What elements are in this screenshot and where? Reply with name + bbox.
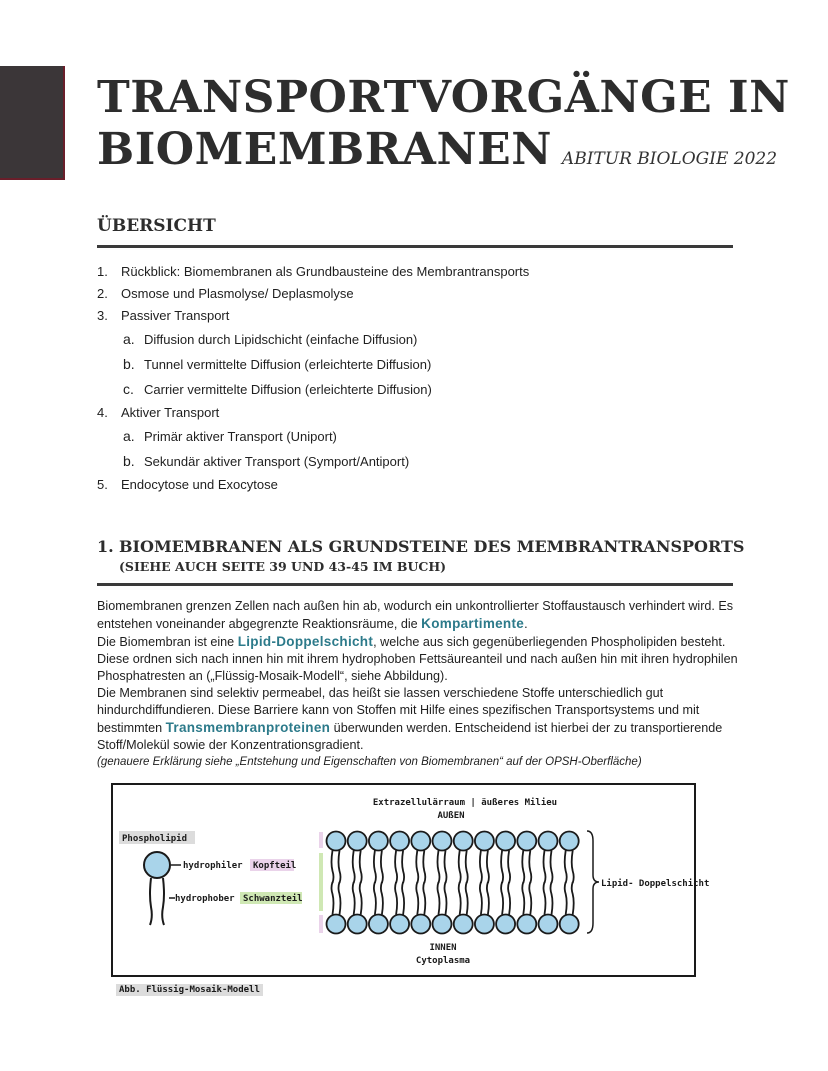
page-title-line-1: TRANSPORTVORGÄNGE IN	[97, 72, 790, 123]
tail-top	[487, 851, 489, 884]
bar-hydrophilic-top	[319, 832, 323, 848]
section-1-subheading: (SIEHE AUCH SEITE 39 UND 43-45 IM BUCH)	[119, 559, 447, 574]
overview-item	[97, 449, 733, 474]
section-1-body	[97, 598, 747, 771]
tail-bottom	[529, 882, 531, 915]
label-schwanzteil: Schwanzteil	[243, 894, 303, 904]
paragraph-1-text-a: Biomembranen grenzen Zellen nach außen hin ab, wodurch ein unkontrollierter Stoffaustausch verhindert wird. Es entstehen voneinander abgegrenzte Reaktionsräume, die	[97, 599, 734, 631]
label-cytoplasma: Cytoplasma	[415, 956, 471, 966]
tail-bottom	[416, 882, 418, 915]
tail-top	[395, 851, 397, 884]
figure-caption: Abb. Flüssig-Mosaik-Modell	[116, 984, 263, 996]
tail-bottom	[339, 882, 341, 915]
tail-top	[416, 851, 418, 884]
paragraph-note: (genauere Erklärung siehe „Entstehung und Eigenschaften von Biomembranen“ auf der OPSH-Oberfläche)	[97, 756, 642, 768]
overview-item-number: c.	[123, 381, 134, 397]
overview-item	[97, 261, 733, 283]
tail-bottom	[381, 882, 383, 915]
tail-bottom	[572, 882, 574, 915]
tail-top	[339, 851, 341, 884]
overview-item	[97, 424, 733, 449]
overview-item-text: Osmose und Plasmolyse/ Deplasmolyse	[121, 286, 354, 301]
label-kopfteil: Kopfteil	[253, 861, 297, 871]
keyword-transmembranproteinen: Transmembranproteinen	[165, 720, 331, 735]
tail-top	[360, 851, 362, 884]
decorative-side-block	[0, 66, 65, 180]
tail-bottom	[395, 882, 397, 915]
tail-bottom	[353, 882, 355, 915]
tail-top	[544, 851, 546, 884]
head-bottom	[327, 915, 346, 934]
keyword-lipid-doppelschicht: Lipid-Doppelschicht	[237, 634, 374, 649]
tail-bottom	[445, 882, 447, 915]
tail-top	[565, 851, 567, 884]
phospholipid-tail-right	[162, 878, 164, 925]
overview-item-text: Diffusion durch Lipidschicht (einfache Diffusion)	[144, 332, 418, 347]
overview-item-text: Passiver Transport	[121, 308, 230, 323]
head-top	[433, 832, 452, 851]
head-top	[369, 832, 388, 851]
paragraph-3	[97, 685, 747, 754]
tail-bottom	[487, 882, 489, 915]
tail-top	[480, 851, 482, 884]
section-1-title: BIOMEMBRANEN ALS GRUNDSTEINE DES MEMBRANTRANSPORTS	[119, 537, 745, 556]
tail-bottom	[522, 882, 524, 915]
head-top	[560, 832, 579, 851]
keyword-kompartimente: Kompartimente	[421, 616, 525, 631]
tail-top	[402, 851, 404, 884]
head-bottom	[454, 915, 473, 934]
head-top	[390, 832, 409, 851]
overview-item-number: 1.	[97, 264, 108, 279]
head-bottom	[539, 915, 558, 934]
overview-item	[97, 305, 733, 327]
tail-bottom	[402, 882, 404, 915]
membrane-diagram	[113, 785, 710, 975]
overview-item-text: Aktiver Transport	[121, 405, 220, 420]
overview-heading: ÜBERSICHT	[97, 216, 216, 236]
section-1-heading	[97, 537, 744, 556]
tail-top	[466, 851, 468, 884]
tail-bottom	[332, 882, 334, 915]
paragraph-2	[97, 633, 747, 685]
overview-item-text: Sekundär aktiver Transport (Symport/Antiport)	[144, 454, 410, 469]
overview-item-number: 4.	[97, 405, 108, 420]
membrane-figure	[111, 783, 710, 977]
bar-hydrophilic-bottom	[319, 915, 323, 933]
tail-top	[374, 851, 376, 884]
section-1-rule	[97, 583, 733, 586]
paragraph-2-text-b: , welche aus sich gegenüberliegenden Phospholipiden besteht. Diese ordnen sich nach innen hin mit ihrem hydrophoben Fettsäureanteil und nach außen hin mit ihren hydrophilen Phosphatresten an („Flüssig-Mosaik-Modell“, siehe Abbildung).	[97, 635, 738, 683]
overview-item-number: b.	[123, 356, 135, 372]
label-extracellular: Extrazellulärraum | äußeres Milieu	[372, 798, 558, 808]
tail-top	[332, 851, 334, 884]
head-top	[517, 832, 536, 851]
section-1-number: 1.	[97, 537, 114, 556]
tail-bottom	[466, 882, 468, 915]
paragraph-3-text-a: Die Membranen sind selektiv permeabel, das heißt sie lassen verschiedene Stoffe unterschiedlich gut hindurchdiffundieren. Diese Barriere kann von Stoffen mit Hilfe eines spezifischen Transportsystems und mit bestimmten	[97, 686, 700, 735]
paragraph-2-text-a: Die Biomembran ist eine	[97, 635, 238, 649]
tail-bottom	[374, 882, 376, 915]
head-bottom	[560, 915, 579, 934]
head-bottom	[369, 915, 388, 934]
bar-hydrophobic	[319, 853, 323, 911]
tail-bottom	[459, 882, 461, 915]
head-bottom	[517, 915, 536, 934]
label-phospholipid: Phospholipid	[122, 834, 188, 844]
tail-top	[501, 851, 503, 884]
tail-bottom	[508, 882, 510, 915]
tail-top	[508, 851, 510, 884]
overview-item-number: 2.	[97, 286, 108, 301]
tail-bottom	[480, 882, 482, 915]
tail-top	[381, 851, 383, 884]
head-bottom	[433, 915, 452, 934]
page-title-line-2-text: BIOMEMBRANEN	[97, 124, 552, 175]
overview-list	[97, 261, 733, 496]
page-title	[97, 72, 797, 185]
paragraph-1-text-b: .	[524, 617, 528, 631]
head-top	[327, 832, 346, 851]
tail-top	[572, 851, 574, 884]
overview-item	[97, 377, 733, 402]
tail-top	[551, 851, 553, 884]
tail-top	[459, 851, 461, 884]
head-top	[539, 832, 558, 851]
head-bottom	[348, 915, 367, 934]
tail-bottom	[438, 882, 440, 915]
overview-item-text: Carrier vermittelte Diffusion (erleichterte Diffusion)	[144, 382, 432, 397]
page-subtitle: ABITUR BIOLOGIE 2022	[561, 149, 778, 169]
bilayer-brace	[587, 831, 599, 933]
overview-item-text: Tunnel vermittelte Diffusion (erleichterte Diffusion)	[144, 357, 432, 372]
tail-bottom	[501, 882, 503, 915]
overview-item-text: Primär aktiver Transport (Uniport)	[144, 429, 337, 444]
label-aussen: AUßEN	[437, 811, 465, 821]
phospholipid-tail-left	[150, 878, 152, 925]
head-top	[496, 832, 515, 851]
label-lipid-doppelschicht: Lipid- Doppelschicht	[601, 879, 710, 889]
page-title-line-2	[97, 124, 797, 185]
head-bottom	[475, 915, 494, 934]
paragraph-3-text-b: überwunden werden. Entscheidend ist hierbei der zu transportierende Stoff/Molekül sowie der Konzentrationsgradient.	[97, 721, 723, 752]
label-hydrophiler: hydrophiler	[183, 861, 243, 871]
tail-top	[445, 851, 447, 884]
paragraph-1	[97, 598, 747, 633]
head-top	[475, 832, 494, 851]
overview-item-number: b.	[123, 453, 135, 469]
tail-top	[353, 851, 355, 884]
tail-top	[522, 851, 524, 884]
overview-item	[97, 327, 733, 352]
tail-top	[529, 851, 531, 884]
tail-bottom	[565, 882, 567, 915]
overview-item-number: a.	[123, 428, 135, 444]
head-top	[348, 832, 367, 851]
tail-bottom	[360, 882, 362, 915]
head-top	[411, 832, 430, 851]
tail-top	[423, 851, 425, 884]
label-innen: INNEN	[429, 943, 457, 953]
tail-bottom	[544, 882, 546, 915]
head-bottom	[411, 915, 430, 934]
overview-item-number: a.	[123, 331, 135, 347]
overview-item-number: 5.	[97, 477, 108, 492]
overview-item-text: Rückblick: Biomembranen als Grundbausteine des Membrantransports	[121, 264, 530, 279]
label-hydrophober: hydrophober	[175, 894, 235, 904]
head-bottom	[496, 915, 515, 934]
head-bottom	[390, 915, 409, 934]
overview-item-number: 3.	[97, 308, 108, 323]
lipid-bilayer	[327, 832, 579, 934]
overview-item-text: Endocytose und Exocytose	[121, 477, 278, 492]
overview-item	[97, 352, 733, 377]
phospholipid-head	[144, 852, 170, 878]
tail-bottom	[551, 882, 553, 915]
overview-item	[97, 283, 733, 305]
overview-rule	[97, 245, 733, 248]
head-top	[454, 832, 473, 851]
tail-bottom	[423, 882, 425, 915]
tail-top	[438, 851, 440, 884]
overview-item	[97, 474, 733, 496]
overview-item	[97, 402, 733, 424]
